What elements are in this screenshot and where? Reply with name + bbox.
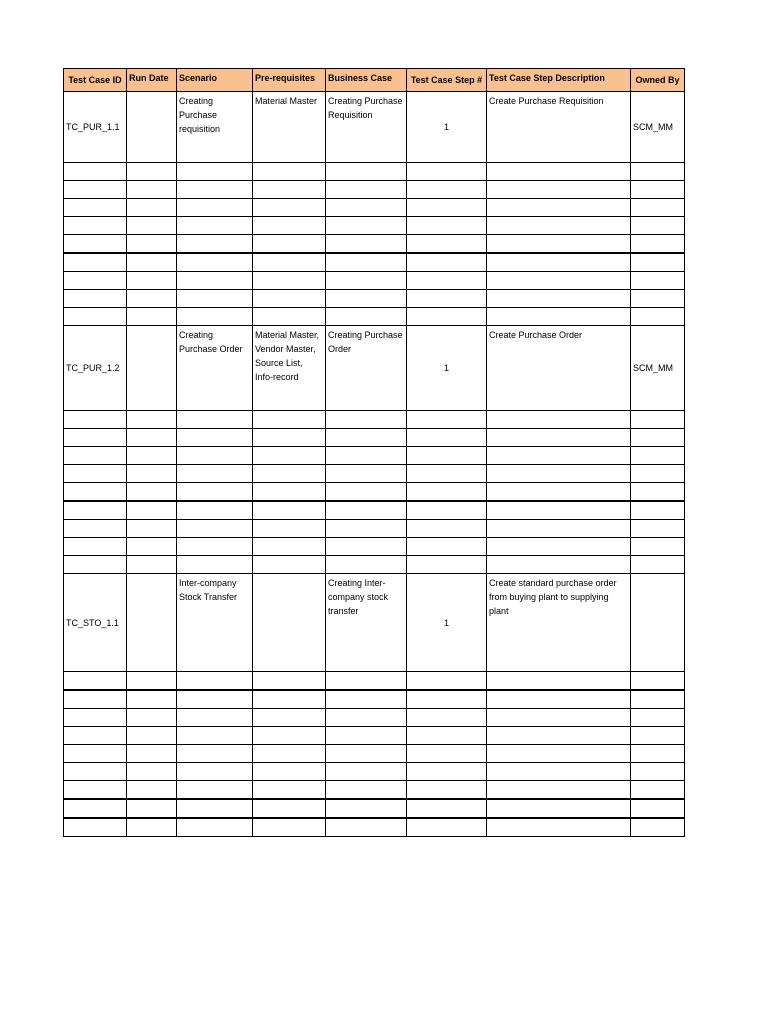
prerequisites-cell: [253, 574, 326, 672]
table-row: [64, 520, 685, 538]
table-row: [64, 574, 685, 672]
prerequisites-cell: Material Master: [253, 92, 326, 163]
business-case-cell: Creating Inter-company stock transfer: [326, 574, 407, 672]
table-row: [64, 199, 685, 217]
header-step-description: Test Case Step Description: [487, 69, 631, 92]
owned-by-cell: SCM_MM: [631, 326, 685, 411]
header-owned-by: Owned By: [631, 69, 685, 92]
step-number-cell: 1: [407, 326, 487, 411]
table-row: [64, 501, 685, 520]
table-row: [64, 411, 685, 429]
header-step-number: Test Case Step #: [407, 69, 487, 92]
table-row: [64, 181, 685, 199]
step-description-cell: Create standard purchase order from buying plant to supplying plant: [487, 574, 631, 672]
run-date-cell: [127, 92, 177, 163]
table-row: [64, 253, 685, 272]
step-description-cell: Create Purchase Order: [487, 326, 631, 411]
table-row: [64, 326, 685, 411]
table-row: [64, 483, 685, 502]
run-date-cell: [127, 326, 177, 411]
test-case-table: [63, 68, 685, 837]
owned-by-cell: [631, 574, 685, 672]
header-business-case: Business Case: [326, 69, 407, 92]
table-row: [64, 745, 685, 763]
test-case-id: TC_PUR_1.1: [64, 92, 127, 163]
table-row: [64, 727, 685, 745]
prerequisites-cell: Material Master, Vendor Master, Source List, Info-record: [253, 326, 326, 411]
table-row: [64, 92, 685, 163]
step-number-cell: 1: [407, 574, 487, 672]
business-case-cell: Creating Purchase Order: [326, 326, 407, 411]
owned-by-cell: SCM_MM: [631, 92, 685, 163]
table-row: [64, 272, 685, 290]
table-row: [64, 690, 685, 709]
business-case-cell: Creating Purchase Requisition: [326, 92, 407, 163]
table-row: [64, 672, 685, 691]
scenario-cell: Creating Purchase Order: [177, 326, 253, 411]
table-row: [64, 556, 685, 574]
test-case-id: TC_STO_1.1: [64, 574, 127, 672]
header-prerequisites: Pre-requisites: [253, 69, 326, 92]
table-row: [64, 235, 685, 254]
table-row: [64, 799, 685, 818]
table-row: [64, 217, 685, 235]
table-row: [64, 465, 685, 483]
table-row: [64, 538, 685, 556]
run-date-cell: [127, 574, 177, 672]
table-row: [64, 818, 685, 837]
table-row: [64, 709, 685, 727]
step-number-cell: 1: [407, 92, 487, 163]
table-row: [64, 447, 685, 465]
scenario-cell: Inter-company Stock Transfer: [177, 574, 253, 672]
header-run-date: Run Date: [127, 69, 177, 92]
table-row: [64, 781, 685, 800]
table-row: [64, 763, 685, 781]
header-test-case-id: Test Case ID: [64, 69, 127, 92]
table-row: [64, 429, 685, 447]
header-row: [64, 69, 685, 92]
step-description-cell: Create Purchase Requisition: [487, 92, 631, 163]
scenario-cell: Creating Purchase requisition: [177, 92, 253, 163]
table-row: [64, 163, 685, 181]
table-row: [64, 308, 685, 326]
test-case-id: TC_PUR_1.2: [64, 326, 127, 411]
header-scenario: Scenario: [177, 69, 253, 92]
table-row: [64, 290, 685, 308]
